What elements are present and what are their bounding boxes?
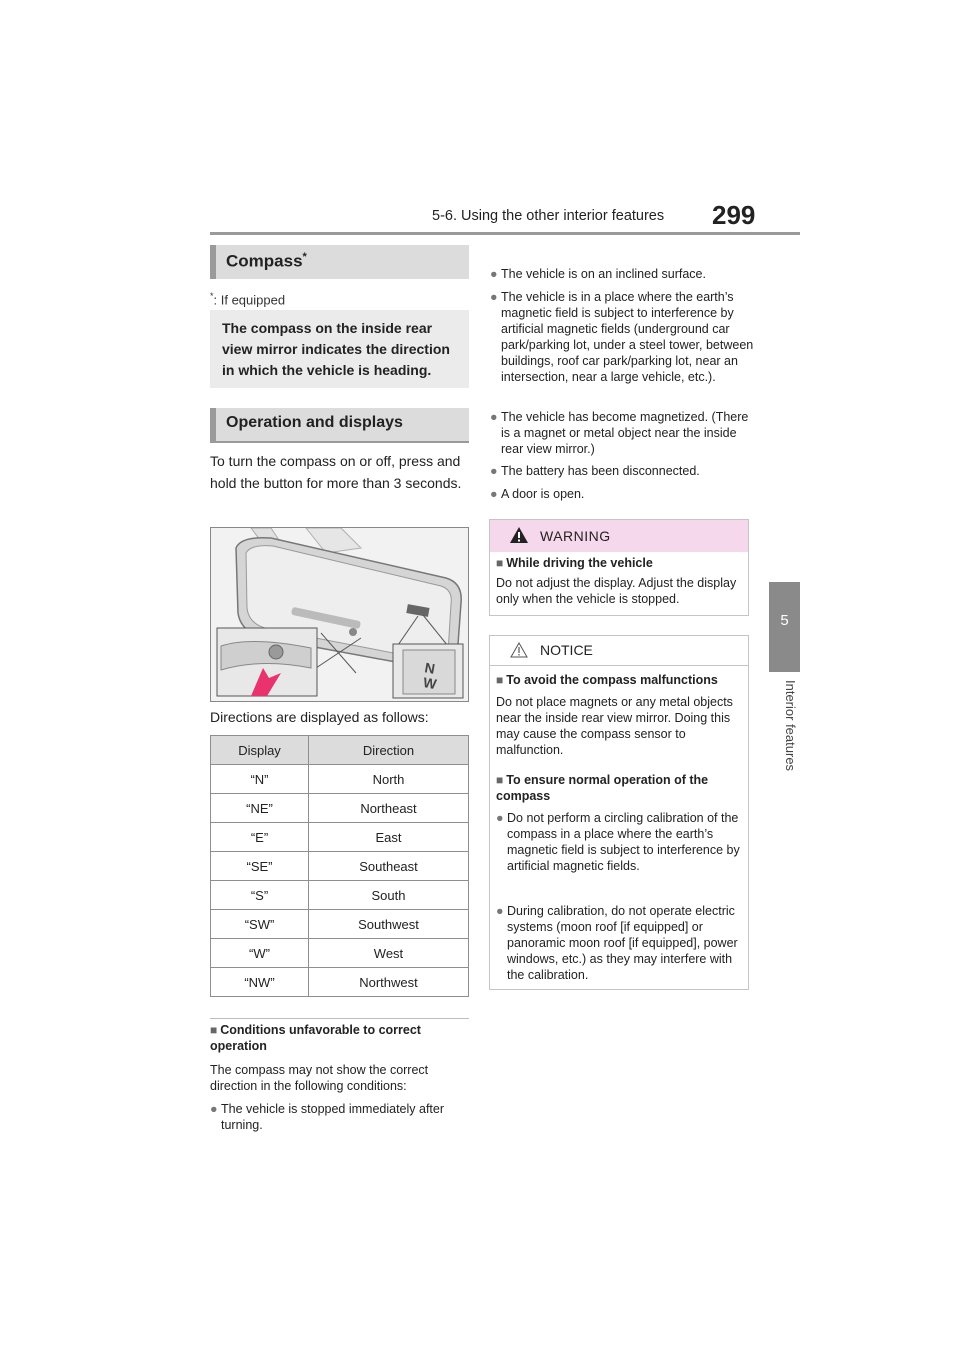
- notice-body-1: Do not place magnets or any metal objects near the inside rear view mirror. Doing this may cause the compass sensor to malfunction.: [496, 695, 733, 757]
- table-header-display: Display: [211, 736, 309, 765]
- square-bullet-icon: ■: [210, 1023, 218, 1037]
- notice-triangle-icon: [510, 642, 528, 658]
- table-row: [211, 794, 469, 823]
- direction-cell: East: [309, 823, 469, 852]
- compass-title: Compass: [226, 251, 303, 271]
- display-cell: “SW”: [211, 910, 309, 939]
- notice-subheading-2: ■ To ensure normal operation of the compass: [496, 773, 709, 803]
- page-number: 299: [712, 200, 756, 230]
- mirror-drawing: [211, 528, 468, 701]
- notice-subheading-1: ■ To avoid the compass malfunctions: [496, 673, 718, 687]
- display-cell: “W”: [211, 939, 309, 968]
- direction-cell: West: [309, 939, 469, 968]
- display-cell: “E”: [211, 823, 309, 852]
- direction-cell: South: [309, 881, 469, 910]
- list-item: ● During calibration, do not operate electric systems (moon roof [if equipped] or panoramic moon roof [if equipped], power windows, etc.) as they may interfere with the calibration.: [496, 904, 738, 982]
- square-bullet-icon: ■: [496, 556, 504, 570]
- warning-body: Do not adjust the display. Adjust the display only when the vehicle is stopped.: [496, 576, 737, 606]
- directions-intro: Directions are displayed as follows:: [210, 709, 429, 725]
- square-bullet-icon: ■: [496, 673, 504, 687]
- footnote: [210, 291, 285, 307]
- footnote-text: : If equipped: [213, 292, 286, 308]
- direction-cell: Southwest: [309, 910, 469, 939]
- list-item: ● The vehicle has become magnetized. (There is a magnet or metal object near the inside rear view mirror.): [490, 410, 749, 456]
- table-row: [211, 881, 469, 910]
- notice-title: NOTICE: [540, 642, 593, 658]
- conditions-rule: [210, 1018, 469, 1019]
- table-row: [211, 765, 469, 794]
- bullet-icon: ●: [490, 410, 498, 424]
- chapter-number: 5: [780, 612, 789, 629]
- list-item: ● The vehicle is stopped immediately after turning.: [210, 1102, 445, 1132]
- intro-text: The compass on the inside rear view mirror indicates the direction in which the vehicle is heading.: [222, 320, 450, 378]
- table-row: [211, 910, 469, 939]
- table-row: [211, 968, 469, 997]
- table-header-row: [211, 736, 469, 765]
- table-row: [211, 823, 469, 852]
- notice-rule: [490, 665, 748, 666]
- warning-triangle-icon: [510, 527, 528, 543]
- display-cell: “NE”: [211, 794, 309, 823]
- operation-rule: [210, 441, 469, 443]
- bullet-icon: ●: [490, 464, 498, 478]
- bullet-icon: ●: [490, 290, 498, 304]
- direction-cell: Southeast: [309, 852, 469, 881]
- bullet-icon: ●: [496, 811, 504, 825]
- bullet-icon: ●: [496, 904, 504, 918]
- display-cell: “N”: [211, 765, 309, 794]
- intro-box: [210, 310, 469, 388]
- direction-table: [210, 735, 469, 997]
- compass-heading: [210, 245, 469, 279]
- operation-heading: [210, 408, 469, 442]
- list-item: ● The vehicle is on an inclined surface.: [490, 267, 706, 281]
- square-bullet-icon: ■: [496, 773, 504, 787]
- table-row: [211, 939, 469, 968]
- mirror-illustration: [210, 527, 469, 702]
- header-rule: [210, 232, 800, 235]
- list-item: ● The battery has been disconnected.: [490, 464, 700, 478]
- footnote-mark: *: [210, 291, 214, 301]
- display-cell: “S”: [211, 881, 309, 910]
- direction-cell: Northwest: [309, 968, 469, 997]
- notice-box: [489, 635, 749, 990]
- warning-header: [490, 520, 748, 552]
- compass-title-mark: *: [302, 251, 307, 263]
- list-item: ● A door is open.: [490, 487, 585, 501]
- section-title: 5-6. Using the other interior features: [432, 208, 665, 224]
- instruction-text: To turn the compass on or off, press and hold the button for more than 3 seconds.: [210, 453, 462, 491]
- svg-text:W: W: [421, 674, 438, 693]
- list-item: ● Do not perform a circling calibration of the compass in a place where the earth’s magnetic field is subject to interference by artificial magnetic fields.: [496, 811, 740, 873]
- conditions-intro: The compass may not show the correct direction in the following conditions:: [210, 1063, 429, 1093]
- chapter-label: Interior features: [783, 680, 798, 772]
- bullet-icon: ●: [490, 267, 498, 281]
- list-item: ● The vehicle is in a place where the earth’s magnetic field is subject to interference by artificial magnetic fields (underground car park/parking lot, under a steel tower, between buildings, roof car park/parking lot, near an intersection, near a large vehicle, etc.).: [490, 290, 754, 384]
- direction-cell: Northeast: [309, 794, 469, 823]
- display-cell: “SE”: [211, 852, 309, 881]
- svg-text:N: N: [423, 659, 437, 677]
- warning-title: WARNING: [540, 528, 611, 544]
- bullet-icon: ●: [210, 1102, 218, 1116]
- bullet-icon: ●: [490, 487, 498, 501]
- operation-title: Operation and displays: [226, 414, 403, 431]
- table-row: [211, 852, 469, 881]
- table-header-direction: Direction: [309, 736, 469, 765]
- warning-box: [489, 519, 749, 616]
- display-cell: “NW”: [211, 968, 309, 997]
- conditions-heading: ■ Conditions unfavorable to correct operation: [210, 1023, 421, 1053]
- direction-cell: North: [309, 765, 469, 794]
- warning-subheading: ■ While driving the vehicle: [496, 556, 653, 570]
